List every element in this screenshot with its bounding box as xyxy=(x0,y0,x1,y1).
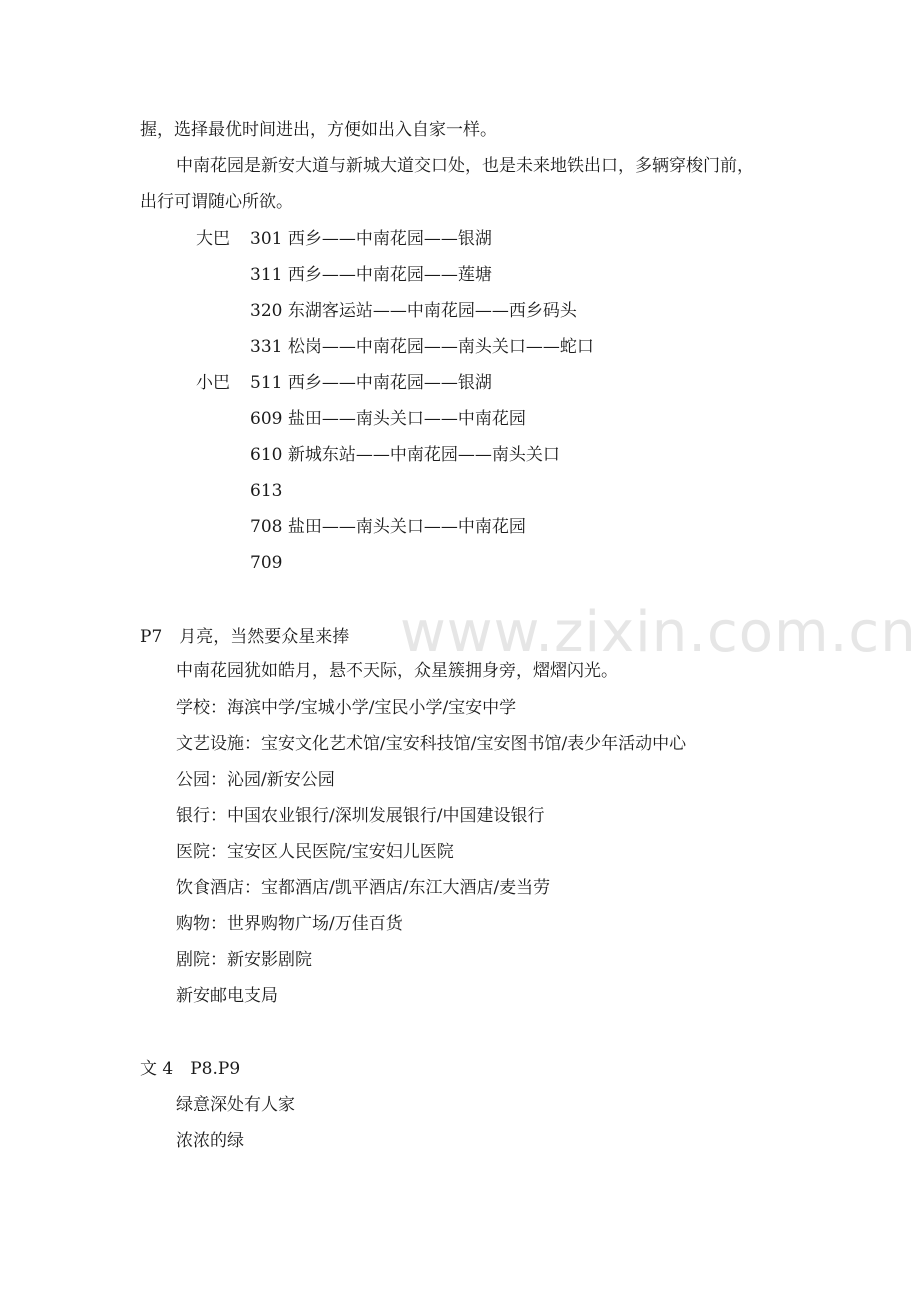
paragraph-line: 浓浓的绿 xyxy=(176,1131,244,1151)
paragraph-line: 绿意深处有人家 xyxy=(176,1095,295,1115)
bus-route: 511 西乡——中南花园——银湖 xyxy=(250,373,492,393)
bus-route: 609 盐田——南头关口——中南花园 xyxy=(250,409,526,429)
paragraph-line: 文艺设施：宝安文化艺术馆/宝安科技馆/宝安图书馆/表少年活动中心 xyxy=(176,734,687,754)
intro-line-1: 握，选择最优时间进出，方便如出入自家一样。 xyxy=(140,120,497,140)
bus-route: 331 松岗——中南花园——南头关口——蛇口 xyxy=(250,337,594,357)
paragraph-line: 银行：中国农业银行/深圳发展银行/中国建设银行 xyxy=(176,806,545,826)
section-heading: P7 月亮，当然要众星来捧 xyxy=(140,627,350,647)
paragraph-line: 饮食酒店：宝都酒店/凯平酒店/东江大酒店/麦当劳 xyxy=(176,878,551,898)
paragraph-line: 医院：宝安区人民医院/宝安妇儿医院 xyxy=(176,842,454,862)
paragraph-line: 新安邮电支局 xyxy=(176,986,278,1006)
bus-route: 301 西乡——中南花园——银湖 xyxy=(250,229,492,249)
paragraph-line: 中南花园犹如皓月，悬不天际，众星簇拥身旁，熠熠闪光。 xyxy=(176,661,618,681)
bus-route: 610 新城东站——中南花园——南头关口 xyxy=(250,445,560,465)
paragraph-line: 公园：沁园/新安公园 xyxy=(176,770,335,790)
bus-route: 613 xyxy=(250,481,283,501)
big-bus-label: 大巴 xyxy=(196,229,230,249)
bus-route: 320 东湖客运站——中南花园——西乡码头 xyxy=(250,301,577,321)
paragraph-line: 学校：海滨中学/宝城小学/宝民小学/宝安中学 xyxy=(176,698,517,718)
intro-line-3: 出行可谓随心所欲。 xyxy=(140,192,293,212)
watermark: www.zixin.com.cn xyxy=(400,600,917,665)
bus-route: 709 xyxy=(250,553,283,573)
section-heading: 文 4 P8.P9 xyxy=(140,1059,241,1079)
small-bus-label: 小巴 xyxy=(196,373,230,393)
bus-route: 311 西乡——中南花园——莲塘 xyxy=(250,265,492,285)
paragraph-line: 剧院：新安影剧院 xyxy=(176,950,312,970)
bus-route: 708 盐田——南头关口——中南花园 xyxy=(250,517,526,537)
paragraph-line: 购物：世界购物广场/万佳百货 xyxy=(176,914,403,934)
intro-line-2: 中南花园是新安大道与新城大道交口处，也是未来地铁出口，多辆穿梭门前， xyxy=(176,156,754,176)
